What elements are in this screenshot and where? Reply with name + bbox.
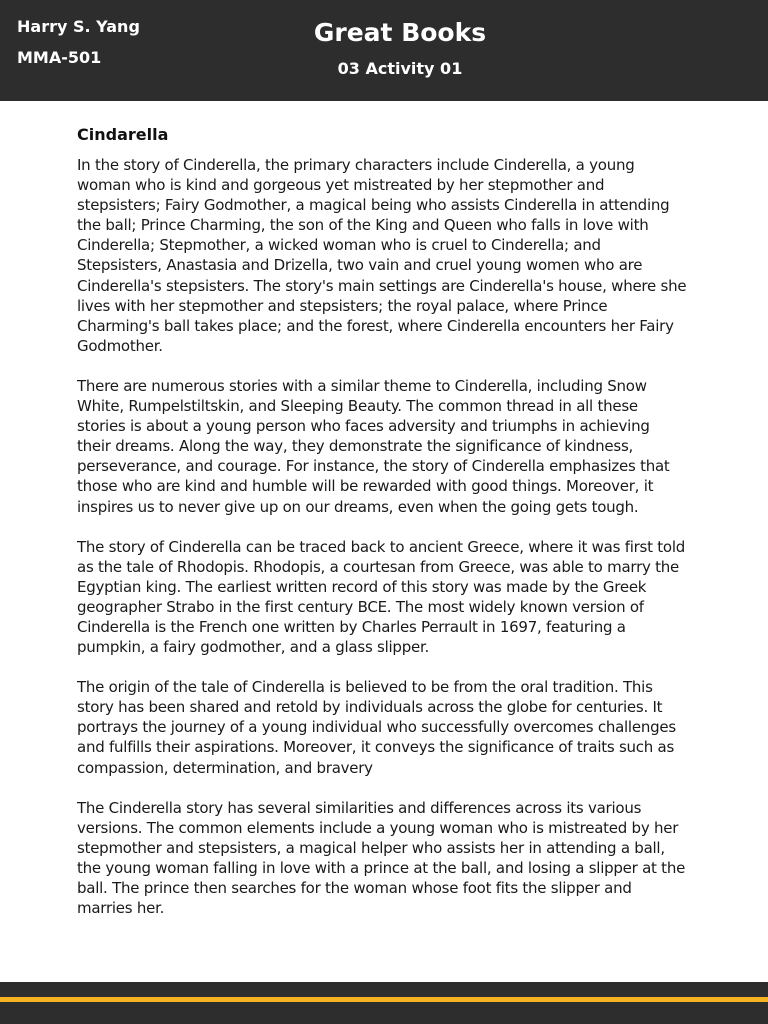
paragraph-characters: In the story of Cinderella, the primary characters include Cinderella, a young woman who is kind and gorgeous yet mistreated by her stepmother and stepsisters; Fairy Godmother, a magical being who assists Cinderella in attending the ball; Prince Charming, the son of the King and Queen who falls in love with Cinderella; Stepmother, a wicked woman who is cruel to Cinderella; and Stepsisters, Anastasia and Drizella, two vain and cruel young women who are Cinderella's stepsisters. The story's main settings are Cinderella's house, where she lives with her stepmother and stepsisters; the royal palace, where Prince Charming's ball takes place; and the forest, where Cinderella encounters her Fairy Godmother. [77,156,687,355]
page-header [0,0,768,101]
footer-accent-stripe [0,997,768,1002]
page-subtitle: 03 Activity 01 [337,59,463,78]
course-code: MMA-501 [17,48,102,67]
document-heading: Cindarella [77,125,169,144]
paragraph-similar-stories: There are numerous stories with a similar theme to Cinderella, including Snow White, Rumpelstiltskin, and Sleeping Beauty. The common thread in all these stories is about a young person who faces adversity and triumphs in achieving their dreams. Along the way, they demonstrate the significance of kindness, perseverance, and courage. For instance, the story of Cinderella emphasizes that those who are kind and humble will be rewarded with good things. Moreover, it inspires us to never give up on our dreams, even when the going gets tough. [77,376,670,516]
paragraph-history: The story of Cinderella can be traced back to ancient Greece, where it was first told as the tale of Rhodopis. Rhodopis, a courtesan from Greece, was able to marry the Egyptian king. The earliest written record of this story was made by the Greek geographer Strabo in the first century BCE. The most widely known version of Cinderella is the French one written by Charles Perrault in 1697, featuring a pumpkin, a fairy godmother, and a glass slipper. [77,537,686,657]
paragraph-versions: The Cinderella story has several similarities and differences across its various versions. The common elements include a young woman who is mistreated by her stepmother and stepsisters, a magical helper who assists her in attending a ball, the young woman falling in love with a prince at the ball, and losing a slipper at the ball. The prince then searches for the woman whose foot fits the slipper and marries her. [77,798,686,918]
page-footer [0,982,768,1024]
document-body [77,124,687,938]
paragraph-origin: The origin of the tale of Cinderella is believed to be from the oral tradition. This story has been shared and retold by individuals across the globe for centuries. It portrays the journey of a young individual who successfully overcomes challenges and fulfills their aspirations. Moreover, it conveys the significance of traits such as compassion, determination, and bravery [77,678,676,777]
author-name: Harry S. Yang [17,17,140,36]
page-title: Great Books [313,18,487,47]
